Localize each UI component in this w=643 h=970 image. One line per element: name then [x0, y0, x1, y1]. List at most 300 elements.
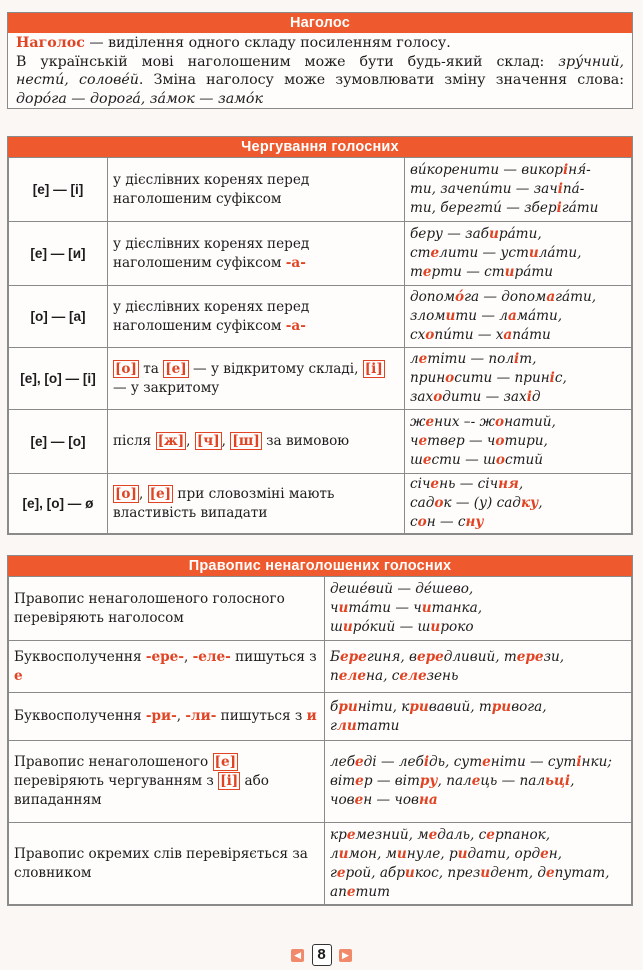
example-line	[410, 369, 626, 388]
text-segment: н — чов	[363, 792, 419, 808]
text-line	[16, 53, 624, 72]
highlight-text: -ли-	[185, 708, 217, 724]
highlight-text: ри	[338, 698, 358, 715]
text-segment: г	[330, 864, 337, 881]
text-segment: нестú, соловéй	[16, 72, 139, 88]
text-segment: натий,	[504, 414, 556, 430]
text-segment: мон, м	[348, 845, 397, 862]
highlight-text: і	[423, 754, 430, 770]
highlight-text: и	[488, 226, 499, 242]
section-title: Наголос	[8, 13, 632, 33]
text-segment: нь — січ	[439, 476, 499, 492]
text-segment: — у відкритому складі,	[188, 360, 363, 377]
highlight-text: и	[528, 245, 539, 261]
text-segment: пишуться з	[216, 708, 307, 724]
text-segment: ,	[518, 476, 524, 492]
highlight-text: ня	[498, 476, 519, 492]
text-segment: у дієслівних коренях перед наголошеним суфіксом	[113, 235, 310, 271]
text-segment: ш	[330, 619, 343, 635]
highlight-text: е	[354, 792, 364, 808]
rule-cell	[9, 823, 325, 905]
examples-cell	[405, 348, 632, 410]
highlight-text: е	[545, 864, 555, 881]
text-segment: л	[330, 845, 339, 862]
text-segment: при словозміні мають властивість випадати	[113, 485, 335, 521]
text-segment: ніти — сут	[490, 754, 577, 770]
text-segment: к — (у) сад	[443, 495, 521, 511]
text-segment: кос, през	[414, 864, 481, 881]
text-segment: ж	[410, 414, 426, 430]
example-line	[410, 475, 626, 494]
table-row	[9, 577, 632, 641]
text-segment: зах	[410, 389, 434, 405]
alternation-cell	[9, 286, 108, 348]
text-segment: та	[138, 360, 164, 377]
text-segment: ць — пал	[480, 773, 546, 789]
table-row	[9, 641, 632, 693]
text-segment: [о] — [а]	[30, 309, 86, 324]
stress-definition	[8, 33, 632, 108]
alternation-cell	[9, 348, 108, 410]
highlight-text: е	[482, 754, 491, 770]
text-segment: пúти — х	[434, 327, 504, 343]
text-segment: Правопис ненаголошеного	[14, 754, 213, 770]
text-segment: лáти,	[538, 245, 582, 261]
example-line	[410, 432, 626, 451]
text-segment: п	[330, 667, 339, 684]
text-segment: дливий, т	[443, 648, 517, 665]
example-line	[330, 648, 626, 667]
phoneme-box: [ш]	[232, 433, 260, 449]
highlight-text: ере	[340, 648, 367, 665]
example-line	[410, 263, 626, 282]
text-segment: допом	[410, 289, 456, 305]
rule-cell	[9, 577, 325, 641]
highlight-text: а	[503, 327, 513, 343]
highlight-text: е	[428, 826, 438, 843]
condition-cell	[108, 410, 405, 474]
text-segment: ня́-	[568, 162, 591, 178]
phoneme-box: [о]	[115, 485, 137, 502]
text-segment: дент, д	[490, 864, 546, 881]
highlight-text: е	[425, 414, 435, 430]
examples-cell	[405, 286, 632, 348]
table-row	[9, 410, 632, 474]
text-segment: — у закритому	[113, 379, 220, 396]
highlight-text: е	[486, 826, 495, 843]
highlight-text: и	[421, 600, 432, 616]
example-line	[330, 845, 626, 864]
text-segment: ді — леб	[363, 754, 424, 770]
highlight-text: и	[480, 864, 491, 881]
alternation-table	[8, 157, 632, 534]
highlight-text: и	[338, 845, 349, 862]
text-segment: рой, абр	[345, 864, 405, 881]
highlight-text: е	[346, 883, 356, 900]
phoneme-box: [е]	[165, 360, 187, 377]
examples-cell	[325, 741, 632, 823]
text-segment: ,	[176, 708, 186, 724]
text-segment: ти, зачeпúти — зач	[410, 181, 558, 197]
example-line	[330, 599, 626, 618]
phoneme-box: [і]	[220, 773, 239, 789]
highlight-text: і	[557, 181, 563, 197]
text-line	[16, 34, 624, 53]
highlight-text: о	[494, 414, 505, 430]
text-segment: або випаданням	[14, 773, 269, 808]
text-segment: рпанок,	[494, 826, 551, 843]
highlight-text: о	[495, 452, 505, 468]
text-segment: ст	[410, 245, 431, 261]
text-segment: с,	[554, 370, 567, 386]
table-row	[9, 158, 632, 222]
example-line	[410, 451, 626, 470]
example-line	[330, 698, 626, 717]
text-segment: л	[410, 351, 419, 367]
example-line	[410, 494, 626, 513]
text-segment: рáти	[514, 264, 553, 280]
text-segment: мезний, м	[355, 826, 429, 843]
example-line	[330, 717, 626, 736]
example-line	[330, 826, 626, 845]
highlight-text: еле	[399, 667, 427, 684]
table-row	[9, 222, 632, 286]
text-segment: с	[410, 514, 418, 530]
rule-cell	[9, 693, 325, 741]
highlight-text: и	[396, 845, 407, 862]
text-segment: пишуться з	[230, 648, 317, 665]
example-line	[410, 413, 626, 432]
text-segment: сад	[410, 495, 435, 511]
text-segment: стий	[505, 452, 544, 468]
highlight-text: о	[417, 514, 427, 530]
text-segment: Правопис ненаголошеного голосного перевіряють наголосом	[14, 590, 285, 626]
text-segment: ,	[221, 433, 231, 449]
text-segment: нуле, р	[406, 845, 458, 862]
alternation-cell	[9, 222, 108, 286]
text-segment: [е] — [і]	[32, 182, 84, 197]
examples-cell	[405, 158, 632, 222]
rule-cell	[9, 641, 325, 693]
condition-cell	[108, 222, 405, 286]
text-segment: гáти,	[555, 289, 597, 305]
highlight-text: о	[434, 495, 444, 511]
text-segment: рáти,	[498, 226, 542, 242]
text-segment: сти — ш	[431, 452, 496, 468]
phoneme-box: [е]	[214, 754, 237, 770]
example-line	[410, 288, 626, 307]
condition-cell	[108, 286, 405, 348]
highlight-text: е	[430, 476, 440, 492]
example-line	[330, 883, 626, 902]
text-segment: січ	[410, 476, 431, 492]
highlight-text: и	[338, 600, 349, 616]
text-segment: прин	[410, 370, 446, 386]
highlight-text: ри	[409, 698, 429, 715]
condition-cell	[108, 348, 405, 410]
section-stress	[7, 12, 633, 109]
section-unstressed-vowels	[7, 555, 633, 906]
text-segment: [е], [о] — ø	[22, 496, 94, 511]
example-line	[330, 753, 626, 772]
highlight-text: и	[504, 264, 515, 280]
text-segment: пáти	[512, 327, 551, 343]
examples-cell	[325, 693, 632, 741]
text-segment: леб	[330, 754, 355, 770]
text-segment: нки;	[581, 754, 612, 770]
example-line	[410, 350, 626, 369]
text-segment: ,	[186, 433, 195, 449]
example-line	[330, 791, 626, 810]
text-segment: гáти	[561, 200, 599, 216]
table-row	[9, 741, 632, 823]
text-segment: віт	[330, 773, 356, 789]
text-segment: сх	[410, 327, 426, 343]
example-line	[330, 772, 626, 791]
text-segment: дити — зах	[442, 389, 527, 405]
text-segment: зрýчний,	[558, 53, 624, 70]
highlight-text: ри	[491, 698, 512, 715]
section-vowel-alternation	[7, 136, 633, 535]
triangle-right-icon[interactable]: ▶	[339, 949, 352, 962]
text-segment: у дієслівних коренях перед наголошеним суфіксом	[113, 298, 310, 334]
highlight-text: ьці	[545, 773, 571, 789]
phoneme-box: [ч]	[196, 433, 220, 449]
highlight-text: и	[445, 308, 456, 324]
highlight-text: о	[495, 433, 505, 449]
text-segment: кр	[330, 826, 347, 843]
phoneme-box: [о]	[115, 360, 137, 377]
example-line	[330, 864, 626, 883]
highlight-text: е	[418, 433, 428, 449]
text-segment: б	[330, 698, 339, 715]
text-segment: вога,	[511, 698, 547, 715]
text-segment: ч	[330, 600, 339, 616]
alternation-cell	[9, 158, 108, 222]
example-line	[330, 580, 626, 599]
text-segment: вúкорeнити — викор	[410, 162, 563, 178]
highlight-text: е	[540, 845, 549, 862]
text-segment: них –- ж	[434, 414, 495, 430]
text-segment: Буквосполучення	[14, 648, 146, 665]
highlight-text: е	[336, 864, 346, 881]
condition-cell	[108, 474, 405, 534]
highlight-text: еле	[338, 667, 367, 684]
example-line	[410, 161, 626, 180]
text-segment: гиня, в	[366, 648, 417, 665]
example-line	[410, 225, 626, 244]
highlight-text: е	[430, 245, 440, 261]
text-segment: зень	[426, 667, 459, 684]
alternation-cell	[9, 410, 108, 474]
highlight-text: о	[425, 327, 435, 343]
highlight-text: -ри-	[145, 708, 177, 724]
text-segment: зи,	[543, 648, 565, 665]
text-segment: рти — ст	[431, 264, 505, 280]
page-number: 8	[312, 944, 332, 966]
text-segment: Буквосполучення	[14, 708, 146, 724]
highlight-text: на	[418, 792, 438, 808]
highlight-text: и	[457, 845, 468, 862]
text-segment: дати, орд	[467, 845, 541, 862]
text-segment: після	[113, 433, 156, 449]
text-segment: т	[410, 264, 423, 280]
highlight-text: -а-	[285, 317, 306, 334]
phoneme-box: [і]	[364, 360, 383, 377]
highlight-text: ли	[336, 717, 357, 734]
text-segment: рóкий — ш	[352, 619, 431, 635]
phoneme-box: [е]	[149, 485, 172, 502]
text-segment: путат,	[554, 864, 610, 881]
text-segment: р — віт	[363, 773, 420, 789]
text-segment: [е] — [и]	[30, 246, 86, 261]
highlight-text: ó	[455, 289, 465, 305]
text-segment: Б	[330, 648, 340, 665]
text-segment: [е], [о] — [і]	[20, 371, 96, 386]
condition-cell	[108, 158, 405, 222]
text-segment: тит	[355, 883, 391, 900]
example-line	[410, 307, 626, 326]
example-line	[410, 388, 626, 407]
text-segment: ти — л	[455, 308, 508, 324]
highlight-text: і	[514, 351, 520, 367]
text-segment: т,	[519, 351, 537, 367]
section-title: Правопис ненаголошених голосних	[8, 556, 632, 576]
examples-cell	[325, 823, 632, 905]
examples-cell	[405, 410, 632, 474]
highlight-text: ку	[520, 495, 539, 511]
section-title: Чергування голосних	[8, 137, 632, 157]
pagination	[0, 944, 643, 966]
text-segment: н,	[548, 845, 562, 862]
example-line	[410, 326, 626, 345]
text-line	[16, 90, 624, 109]
text-segment: пá-	[562, 181, 585, 197]
highlight-text: и	[404, 864, 415, 881]
highlight-text: і	[549, 370, 555, 386]
examples-cell	[325, 641, 632, 693]
text-segment: Правопис окремих слів перевіряється за словником	[14, 845, 308, 881]
text-segment: га — допом	[464, 289, 547, 305]
example-line	[410, 180, 626, 199]
highlight-text: і	[556, 200, 562, 216]
text-segment: дь, сут	[429, 754, 483, 770]
text-segment: ч	[410, 433, 419, 449]
highlight-text: е	[471, 773, 481, 789]
examples-cell	[405, 474, 632, 534]
highlight-text: Наголос	[16, 35, 85, 51]
highlight-text: е	[418, 351, 428, 367]
highlight-text: ру	[419, 773, 438, 789]
text-segment: д	[531, 389, 541, 405]
text-segment: — виділення одного складу посиленням голосу.	[84, 35, 451, 51]
text-segment: перевіряють чергуванням з	[14, 773, 219, 789]
text-segment: роко	[440, 619, 474, 635]
text-segment: ,	[183, 648, 193, 665]
highlight-text: е	[355, 754, 364, 770]
examples-cell	[405, 222, 632, 286]
text-segment: за вимовою	[261, 433, 350, 449]
table-row	[9, 474, 632, 534]
text-segment: мáти,	[516, 308, 563, 324]
highlight-text: и	[342, 619, 353, 635]
example-line	[410, 199, 626, 218]
text-segment: г	[330, 717, 337, 734]
table-row	[9, 286, 632, 348]
highlight-text: е	[14, 667, 23, 684]
text-segment: на, с	[366, 667, 400, 684]
text-segment: н — с	[426, 514, 466, 530]
phoneme-box: [ж]	[157, 433, 185, 449]
text-segment: тáти — ч	[348, 600, 422, 616]
text-segment: даль, с	[437, 826, 487, 843]
example-line	[330, 618, 626, 637]
table-row	[9, 693, 632, 741]
highlight-text: а	[507, 308, 517, 324]
highlight-text: и	[306, 708, 317, 724]
highlight-text: о	[433, 389, 443, 405]
text-segment: ,	[570, 773, 575, 789]
table-row	[9, 823, 632, 905]
highlight-text: і	[576, 754, 582, 770]
table-row	[9, 348, 632, 410]
text-segment: В українській мові наголошеним може бути будь-який склад:	[16, 53, 559, 70]
text-segment: тіти — пол	[427, 351, 515, 367]
example-line	[410, 244, 626, 263]
text-segment: твер — ч	[427, 433, 496, 449]
highlight-text: е	[355, 773, 364, 789]
highlight-text: -еле-	[192, 648, 231, 665]
highlight-text: е	[422, 264, 432, 280]
highlight-text: и	[430, 619, 441, 635]
triangle-left-icon[interactable]: ◀	[291, 949, 304, 962]
text-segment: , пал	[437, 773, 472, 789]
highlight-text: -а-	[285, 254, 306, 271]
text-segment: . Зміна наголосу може зумовлювати зміну значення слова:	[138, 72, 624, 88]
text-segment: беру — заб	[410, 226, 489, 242]
text-segment: сити — прин	[454, 370, 550, 386]
text-segment: лити — уст	[439, 245, 529, 261]
unstressed-table	[8, 576, 632, 905]
highlight-text: ере	[516, 648, 544, 665]
text-segment: чов	[330, 792, 355, 808]
highlight-text: е	[346, 826, 356, 843]
text-segment: ніти, к	[357, 698, 410, 715]
text-segment: ти, берeгтú — збер	[410, 200, 557, 216]
text-segment: дорóга — дорогá, зáмок — замóк	[16, 90, 263, 107]
highlight-text: і	[526, 389, 532, 405]
text-segment: [е] — [о]	[30, 434, 86, 449]
examples-cell	[325, 577, 632, 641]
text-segment: ,	[138, 485, 148, 502]
highlight-text: -ере-	[145, 648, 184, 665]
text-line	[16, 71, 624, 90]
text-segment: злом	[410, 308, 446, 324]
text-segment: тири,	[504, 433, 548, 449]
highlight-text: ну	[465, 514, 484, 530]
example-line	[330, 667, 626, 686]
text-segment: у дієслівних коренях перед наголошеним суфіксом	[113, 171, 310, 207]
text-segment: ,	[538, 495, 543, 511]
alternation-cell	[9, 474, 108, 534]
highlight-text: і	[562, 162, 569, 178]
highlight-text: е	[422, 452, 432, 468]
highlight-text: ере	[416, 648, 444, 665]
text-segment: тати	[356, 717, 400, 734]
text-segment: дешéвий — дéшево,	[330, 581, 474, 597]
text-segment: танка,	[431, 600, 483, 616]
highlight-text: о	[445, 370, 455, 386]
